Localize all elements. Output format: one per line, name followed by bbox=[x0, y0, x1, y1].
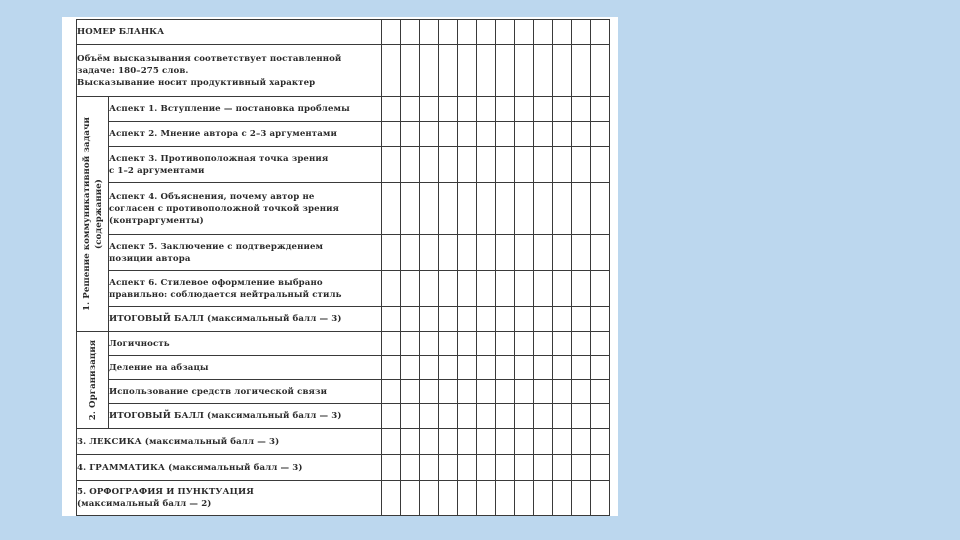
score-cell[interactable] bbox=[420, 122, 439, 147]
score-cell[interactable] bbox=[534, 147, 553, 183]
score-cell[interactable] bbox=[591, 122, 610, 147]
score-cell[interactable] bbox=[515, 45, 534, 97]
score-cell[interactable] bbox=[420, 147, 439, 183]
score-cell[interactable] bbox=[496, 380, 515, 404]
score-cell[interactable] bbox=[477, 332, 496, 356]
score-cell[interactable] bbox=[591, 20, 610, 45]
score-cell[interactable] bbox=[401, 122, 420, 147]
score-cell[interactable] bbox=[458, 356, 477, 380]
score-cell[interactable] bbox=[439, 307, 458, 332]
score-cell[interactable] bbox=[439, 20, 458, 45]
aspect-line: согласен с противоположной точкой зрения bbox=[109, 203, 340, 214]
score-cell[interactable] bbox=[572, 20, 591, 45]
score-cell[interactable] bbox=[534, 97, 553, 122]
score-cell[interactable] bbox=[439, 235, 458, 271]
score-cell[interactable] bbox=[382, 122, 401, 147]
score-cell[interactable] bbox=[572, 147, 591, 183]
score-cell[interactable] bbox=[572, 455, 591, 481]
section1-vertical-label bbox=[77, 97, 109, 332]
aspect-text: Стилевое оформление выбрано bbox=[157, 277, 323, 288]
aspect-row bbox=[77, 147, 610, 183]
score-cell[interactable] bbox=[439, 97, 458, 122]
score-cell[interactable] bbox=[439, 332, 458, 356]
score-cell[interactable] bbox=[591, 271, 610, 307]
score-cell[interactable] bbox=[420, 455, 439, 481]
score-cell[interactable] bbox=[401, 183, 420, 235]
score-cell[interactable] bbox=[458, 147, 477, 183]
score-cell[interactable] bbox=[477, 455, 496, 481]
aspect-prefix: Аспект 4. bbox=[109, 191, 158, 202]
score-cell[interactable] bbox=[591, 356, 610, 380]
aspect-text: Противоположная точка зрения bbox=[157, 153, 329, 164]
score-cell[interactable] bbox=[420, 45, 439, 97]
aspect-description bbox=[109, 235, 382, 271]
aspect-row bbox=[77, 235, 610, 271]
score-cell[interactable] bbox=[401, 356, 420, 380]
score-cell[interactable] bbox=[420, 235, 439, 271]
score-cell[interactable] bbox=[401, 45, 420, 97]
organization-row bbox=[77, 356, 610, 380]
score-cell[interactable] bbox=[477, 97, 496, 122]
aspect-text: Объяснения, почему автор не bbox=[157, 191, 315, 202]
score-cell[interactable] bbox=[591, 481, 610, 516]
score-cell[interactable] bbox=[420, 404, 439, 429]
aspect-line bbox=[109, 191, 381, 203]
score-cell[interactable] bbox=[382, 404, 401, 429]
score-cell[interactable] bbox=[572, 183, 591, 235]
aspect-line: с 1–2 аргументами bbox=[109, 165, 205, 176]
score-cell[interactable] bbox=[477, 380, 496, 404]
score-cell[interactable] bbox=[382, 307, 401, 332]
score-cell[interactable] bbox=[439, 122, 458, 147]
score-cell[interactable] bbox=[420, 271, 439, 307]
score-cell[interactable] bbox=[572, 481, 591, 516]
score-cell[interactable] bbox=[382, 97, 401, 122]
score-cell[interactable] bbox=[591, 45, 610, 97]
score-cell[interactable] bbox=[496, 271, 515, 307]
score-cell[interactable] bbox=[401, 97, 420, 122]
score-cell[interactable] bbox=[477, 122, 496, 147]
aspect-line: (контраргументы) bbox=[109, 215, 204, 226]
score-cell[interactable] bbox=[382, 332, 401, 356]
score-cell[interactable] bbox=[458, 271, 477, 307]
score-cell[interactable] bbox=[401, 481, 420, 516]
score-cell[interactable] bbox=[401, 235, 420, 271]
aspect-line bbox=[109, 153, 381, 165]
spelling-line: 5. ОРФОГРАФИЯ И ПУНКТУАЦИЯ bbox=[77, 487, 254, 497]
aspect-prefix: Аспект 3. bbox=[109, 153, 158, 164]
score-cell[interactable] bbox=[401, 271, 420, 307]
score-cell[interactable] bbox=[496, 429, 515, 455]
score-cell[interactable] bbox=[496, 235, 515, 271]
score-cell[interactable] bbox=[496, 455, 515, 481]
score-cell[interactable] bbox=[591, 183, 610, 235]
aspect-line bbox=[109, 277, 381, 289]
aspect-text: Заключение с подтверждением bbox=[157, 241, 324, 252]
score-cell[interactable] bbox=[515, 332, 534, 356]
score-cell[interactable] bbox=[515, 481, 534, 516]
task-line: задаче: 180–275 слов. bbox=[77, 65, 189, 76]
score-cell[interactable] bbox=[515, 455, 534, 481]
aspect-text: Мнение автора с 2–3 аргументами bbox=[157, 129, 337, 139]
section2-vertical-label bbox=[77, 332, 109, 429]
score-cell[interactable] bbox=[515, 429, 534, 455]
score-cell[interactable] bbox=[553, 356, 572, 380]
score-cell[interactable] bbox=[553, 429, 572, 455]
score-cell[interactable] bbox=[534, 481, 553, 516]
score-cell[interactable] bbox=[496, 45, 515, 97]
score-cell[interactable] bbox=[591, 332, 610, 356]
section2-total-label: ИТОГОВЫЙ БАЛЛ (максимальный балл — 3) bbox=[109, 404, 382, 429]
spelling-punctuation-label bbox=[77, 481, 382, 516]
score-cell[interactable] bbox=[553, 20, 572, 45]
aspect-description bbox=[109, 271, 382, 307]
score-cell[interactable] bbox=[515, 356, 534, 380]
spelling-line: (максимальный балл — 2) bbox=[77, 499, 212, 509]
score-cell[interactable] bbox=[458, 97, 477, 122]
score-cell[interactable] bbox=[553, 332, 572, 356]
score-cell[interactable] bbox=[553, 183, 572, 235]
score-cell[interactable] bbox=[420, 332, 439, 356]
aspect-line bbox=[109, 103, 381, 115]
score-cell[interactable] bbox=[458, 455, 477, 481]
score-cell[interactable] bbox=[477, 235, 496, 271]
score-cell[interactable] bbox=[458, 481, 477, 516]
aspect-description bbox=[109, 122, 382, 147]
score-cell[interactable] bbox=[439, 183, 458, 235]
score-cell[interactable] bbox=[401, 380, 420, 404]
score-cell[interactable] bbox=[496, 122, 515, 147]
score-cell[interactable] bbox=[534, 122, 553, 147]
aspect-description bbox=[109, 183, 382, 235]
score-cell[interactable] bbox=[458, 45, 477, 97]
score-cell[interactable] bbox=[515, 380, 534, 404]
aspect-description bbox=[109, 147, 382, 183]
score-cell[interactable] bbox=[477, 147, 496, 183]
task-requirement-row bbox=[77, 45, 610, 97]
score-cell[interactable] bbox=[515, 404, 534, 429]
aspect-line: позиции автора bbox=[109, 253, 191, 264]
score-cell[interactable] bbox=[439, 455, 458, 481]
score-cell[interactable] bbox=[553, 147, 572, 183]
score-cell[interactable] bbox=[534, 455, 553, 481]
organization-criterion: Использование средств логической связи bbox=[109, 380, 382, 404]
score-cell[interactable] bbox=[401, 455, 420, 481]
score-cell[interactable] bbox=[534, 45, 553, 97]
score-cell[interactable] bbox=[420, 97, 439, 122]
score-cell[interactable] bbox=[477, 481, 496, 516]
score-cell[interactable] bbox=[591, 380, 610, 404]
section1-label-line: 1. Решение коммуникативной задачи bbox=[81, 117, 92, 311]
score-cell[interactable] bbox=[496, 97, 515, 122]
score-cell[interactable] bbox=[553, 45, 572, 97]
score-cell[interactable] bbox=[458, 235, 477, 271]
score-cell[interactable] bbox=[591, 97, 610, 122]
section2-label-text: 2. Организация bbox=[87, 339, 98, 421]
aspect-line: правильно: соблюдается нейтральный стиль bbox=[109, 289, 342, 300]
aspect-prefix: Аспект 2. bbox=[109, 129, 158, 139]
score-cell[interactable] bbox=[591, 404, 610, 429]
score-cell[interactable] bbox=[572, 429, 591, 455]
aspect-prefix: Аспект 5. bbox=[109, 241, 158, 252]
score-cell[interactable] bbox=[515, 307, 534, 332]
score-cell[interactable] bbox=[382, 271, 401, 307]
score-cell[interactable] bbox=[515, 271, 534, 307]
score-cell[interactable] bbox=[420, 307, 439, 332]
aspect-row bbox=[77, 97, 610, 122]
score-cell[interactable] bbox=[534, 307, 553, 332]
score-cell[interactable] bbox=[477, 404, 496, 429]
score-cell[interactable] bbox=[515, 97, 534, 122]
lexis-label: 3. ЛЕКСИКА (максимальный балл — 3) bbox=[77, 429, 382, 455]
score-cell[interactable] bbox=[515, 122, 534, 147]
aspect-row bbox=[77, 271, 610, 307]
score-cell[interactable] bbox=[420, 183, 439, 235]
section1-total-row bbox=[77, 307, 610, 332]
score-cell[interactable] bbox=[553, 122, 572, 147]
score-cell[interactable] bbox=[553, 307, 572, 332]
score-cell[interactable] bbox=[534, 235, 553, 271]
score-cell[interactable] bbox=[572, 235, 591, 271]
score-cell[interactable] bbox=[382, 380, 401, 404]
task-line: Высказывание носит продуктивный характер bbox=[77, 77, 316, 88]
section2-total-row bbox=[77, 404, 610, 429]
score-cell[interactable] bbox=[401, 307, 420, 332]
score-cell[interactable] bbox=[382, 481, 401, 516]
score-cell[interactable] bbox=[496, 404, 515, 429]
form-number-label: НОМЕР БЛАНКА bbox=[77, 20, 382, 45]
score-cell[interactable] bbox=[553, 404, 572, 429]
aspect-description bbox=[109, 97, 382, 122]
section1-total-label: ИТОГОВЫЙ БАЛЛ (максимальный балл — 3) bbox=[109, 307, 382, 332]
score-cell[interactable] bbox=[401, 147, 420, 183]
score-cell[interactable] bbox=[382, 20, 401, 45]
score-cell[interactable] bbox=[534, 332, 553, 356]
score-cell[interactable] bbox=[439, 271, 458, 307]
spelling-punctuation-row bbox=[77, 481, 610, 516]
aspect-row bbox=[77, 122, 610, 147]
score-cell[interactable] bbox=[572, 45, 591, 97]
score-cell[interactable] bbox=[458, 20, 477, 45]
score-cell[interactable] bbox=[382, 147, 401, 183]
lexis-row bbox=[77, 429, 610, 455]
score-cell[interactable] bbox=[439, 380, 458, 404]
organization-criterion: Деление на абзацы bbox=[109, 356, 382, 380]
assessment-grid bbox=[76, 19, 610, 516]
score-cell[interactable] bbox=[477, 429, 496, 455]
score-cell[interactable] bbox=[553, 455, 572, 481]
score-cell[interactable] bbox=[515, 20, 534, 45]
aspect-prefix: Аспект 6. bbox=[109, 277, 158, 288]
score-cell[interactable] bbox=[572, 122, 591, 147]
aspect-line bbox=[109, 241, 381, 253]
score-cell[interactable] bbox=[591, 307, 610, 332]
score-cell[interactable] bbox=[458, 122, 477, 147]
score-cell[interactable] bbox=[401, 332, 420, 356]
aspect-prefix: Аспект 1. bbox=[109, 104, 158, 114]
task-requirement-text bbox=[77, 45, 382, 97]
task-line: Объём высказывания соответствует поставленной bbox=[77, 53, 342, 64]
score-cell[interactable] bbox=[458, 183, 477, 235]
section1-label-text bbox=[81, 117, 105, 311]
score-cell[interactable] bbox=[420, 429, 439, 455]
score-cell[interactable] bbox=[496, 20, 515, 45]
aspect-line bbox=[109, 128, 381, 140]
organization-row bbox=[77, 332, 610, 356]
score-cell[interactable] bbox=[572, 271, 591, 307]
score-cell[interactable] bbox=[591, 147, 610, 183]
score-cell[interactable] bbox=[420, 380, 439, 404]
score-cell[interactable] bbox=[439, 404, 458, 429]
score-cell[interactable] bbox=[515, 183, 534, 235]
header-row bbox=[77, 20, 610, 45]
score-cell[interactable] bbox=[439, 429, 458, 455]
score-cell[interactable] bbox=[382, 356, 401, 380]
score-cell[interactable] bbox=[477, 356, 496, 380]
score-cell[interactable] bbox=[553, 380, 572, 404]
score-cell[interactable] bbox=[477, 307, 496, 332]
score-cell[interactable] bbox=[572, 332, 591, 356]
score-cell[interactable] bbox=[572, 356, 591, 380]
score-cell[interactable] bbox=[458, 307, 477, 332]
score-cell[interactable] bbox=[591, 235, 610, 271]
score-cell[interactable] bbox=[534, 356, 553, 380]
score-cell[interactable] bbox=[572, 307, 591, 332]
score-cell[interactable] bbox=[534, 380, 553, 404]
score-cell[interactable] bbox=[553, 481, 572, 516]
organization-criterion: Логичность bbox=[109, 332, 382, 356]
score-cell[interactable] bbox=[496, 147, 515, 183]
score-cell[interactable] bbox=[477, 271, 496, 307]
score-cell[interactable] bbox=[477, 183, 496, 235]
score-cell[interactable] bbox=[477, 20, 496, 45]
organization-row bbox=[77, 380, 610, 404]
score-cell[interactable] bbox=[496, 307, 515, 332]
assessment-form-sheet bbox=[62, 17, 618, 516]
score-cell[interactable] bbox=[420, 356, 439, 380]
score-cell[interactable] bbox=[401, 20, 420, 45]
score-cell[interactable] bbox=[458, 380, 477, 404]
score-cell[interactable] bbox=[401, 404, 420, 429]
score-cell[interactable] bbox=[591, 455, 610, 481]
score-cell[interactable] bbox=[382, 45, 401, 97]
score-cell[interactable] bbox=[572, 380, 591, 404]
score-cell[interactable] bbox=[496, 481, 515, 516]
score-cell[interactable] bbox=[458, 429, 477, 455]
score-cell[interactable] bbox=[420, 481, 439, 516]
score-cell[interactable] bbox=[534, 271, 553, 307]
score-cell[interactable] bbox=[496, 183, 515, 235]
score-cell[interactable] bbox=[401, 429, 420, 455]
score-cell[interactable] bbox=[496, 332, 515, 356]
score-cell[interactable] bbox=[382, 455, 401, 481]
score-cell[interactable] bbox=[553, 97, 572, 122]
score-cell[interactable] bbox=[515, 235, 534, 271]
aspect-row bbox=[77, 183, 610, 235]
score-cell[interactable] bbox=[382, 235, 401, 271]
score-cell[interactable] bbox=[572, 97, 591, 122]
score-cell[interactable] bbox=[439, 356, 458, 380]
score-cell[interactable] bbox=[382, 183, 401, 235]
score-cell[interactable] bbox=[553, 271, 572, 307]
aspect-text: Вступление — постановка проблемы bbox=[157, 104, 350, 114]
grammar-label: 4. ГРАММАТИКА (максимальный балл — 3) bbox=[77, 455, 382, 481]
score-cell[interactable] bbox=[553, 235, 572, 271]
score-cell[interactable] bbox=[515, 147, 534, 183]
score-cell[interactable] bbox=[534, 20, 553, 45]
score-cell[interactable] bbox=[439, 147, 458, 183]
score-cell[interactable] bbox=[572, 404, 591, 429]
score-cell[interactable] bbox=[534, 404, 553, 429]
score-cell[interactable] bbox=[534, 183, 553, 235]
score-cell[interactable] bbox=[420, 20, 439, 45]
score-cell[interactable] bbox=[477, 45, 496, 97]
score-cell[interactable] bbox=[591, 429, 610, 455]
score-cell[interactable] bbox=[496, 356, 515, 380]
score-cell[interactable] bbox=[439, 481, 458, 516]
section1-label-line: (содержание) bbox=[93, 179, 104, 249]
score-cell[interactable] bbox=[458, 404, 477, 429]
grammar-row bbox=[77, 455, 610, 481]
score-cell[interactable] bbox=[439, 45, 458, 97]
score-cell[interactable] bbox=[382, 429, 401, 455]
score-cell[interactable] bbox=[458, 332, 477, 356]
score-cell[interactable] bbox=[534, 429, 553, 455]
